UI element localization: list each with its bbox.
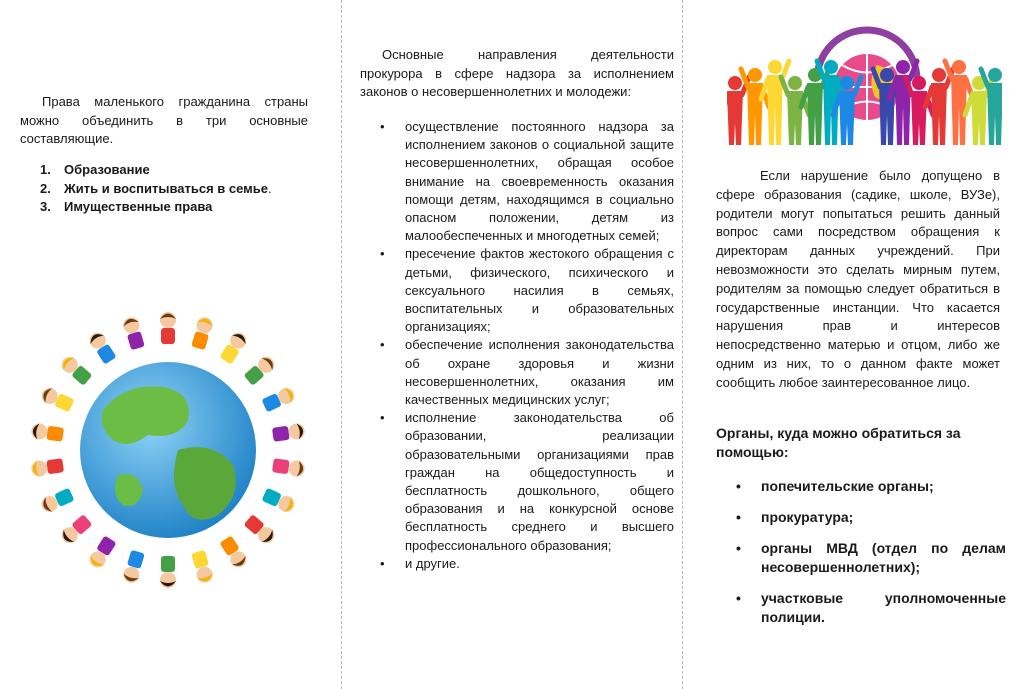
bullet: • [380,337,385,353]
directions-item-text: обеспечение исполнения законодательства об охране здоровья и жизни несовершеннолетних, оказания им качественных медицинских услуг; [405,337,674,408]
directions-item-text: пресечение фактов жестокого обращения с детьми, физического, психического и сексуального насилия в семьях, воспитательных и образовательных организациях; [405,246,674,335]
organs-heading: Органы, куда можно обратиться за помощью: [716,425,961,460]
bullet: • [380,410,385,426]
directions-intro-text: Основные направления деятельности прокурора в сфере надзора за исполнением законов о несовершеннолетних и молодежи: [360,47,674,99]
directions-item-text: осуществление постоянного надзора за исполнением законов о социальной защите несовершеннолетних, обращая особое внимание на своевременность оказания помощи детям, находящимся в социально опасном положении, детям из малообеспеченных и многодетных семей; [405,119,674,244]
child-silhouette [741,68,769,145]
organs-item-text: попечительские органы; [761,478,934,494]
rights-item-number: 1. [40,162,51,177]
child-figure [160,556,176,588]
child-figure [87,330,118,366]
child-figure [219,535,250,571]
panel-right [682,0,1024,689]
rights-item-number: 2. [40,180,51,196]
child-figure [261,385,297,413]
child-figure [272,457,306,477]
organs-item-text: участковые уполномоченные полиции. [761,590,1006,625]
panel-middle [341,0,682,689]
organs-item-text: органы МВД (отдел по делам несовершеннолетних); [761,540,1006,575]
child-figure [160,312,176,344]
organs-list [716,477,1006,639]
directions-item-text: исполнение законодательства об образовании, реализации образовательными организациями прав граждан на общедоступность и бесплатность дошкольного, общего образования и на конкурсной основе бесплатность среднего и высшего профессионального образования; [405,410,674,553]
child-silhouette [781,76,809,145]
rights-list [40,161,272,217]
bullet: • [380,119,385,134]
directions-item [360,336,674,409]
organs-item-text: прокуратура; [761,509,854,525]
child-figure [190,549,214,584]
rights-item [40,198,272,217]
bullet: • [736,509,741,525]
rights-item-number: 3. [40,199,51,214]
organs-item [716,477,1006,496]
child-figure [39,487,75,515]
globe-with-children-illustration [18,300,318,600]
organs-item [716,508,1006,527]
bullet: • [736,540,741,556]
child-figure [243,354,278,387]
child-figure [243,513,278,546]
violation-paragraph-text: Если нарушение было допущено в сфере образования (садике, школе, ВУЗе), родители могут попытаться решить данный вопрос сами посредством обращения к директорам данных учреждений. При невозможности это сделать мирным путем, родителям за помощью следует обратиться в государственные инстанции. Что касается нарушения прав и интересов непосредственно матерью и отцом, либо же одним из них, то о данном факте может сообщить любое заинтересованное лицо. [716,168,1000,390]
directions-item [360,555,674,573]
rights-item: 2. Жить и воспитываться в семье . [40,180,272,199]
bullet: • [736,478,741,494]
child-figure [190,315,214,350]
child-figure [261,487,297,515]
bullet: • [380,555,385,571]
rights-item-text: Имущественные права [64,199,213,214]
violation-paragraph [716,167,1000,393]
directions-intro [360,46,674,102]
child-figure [58,513,93,546]
rights-intro-text: Права маленького гражданина страны можно объединить в три основные составляющие. [20,94,308,146]
children-globe-logo [727,25,1002,150]
directions-item-text: и другие. [405,555,460,571]
child-figure [272,422,306,442]
child-figure [30,422,64,442]
bullet: • [380,246,385,262]
child-figure [39,385,75,413]
rights-item [40,161,272,180]
child-figure [30,457,64,477]
child-figure [121,315,145,350]
directions-list [360,118,674,573]
child-figure [121,549,145,584]
organs-item [716,539,1006,577]
directions-item [360,245,674,336]
rights-item-text: Образование [64,162,150,177]
child-figure [219,330,250,366]
child-figure [58,354,93,387]
bullet: • [736,590,741,606]
rights-item-text: Жить и воспитываться в семье [64,180,269,196]
child-figure [87,535,118,571]
rights-intro [20,93,308,149]
panel-left [0,0,341,689]
directions-item [360,409,674,555]
organs-item [716,589,1006,627]
directions-item [360,118,674,245]
